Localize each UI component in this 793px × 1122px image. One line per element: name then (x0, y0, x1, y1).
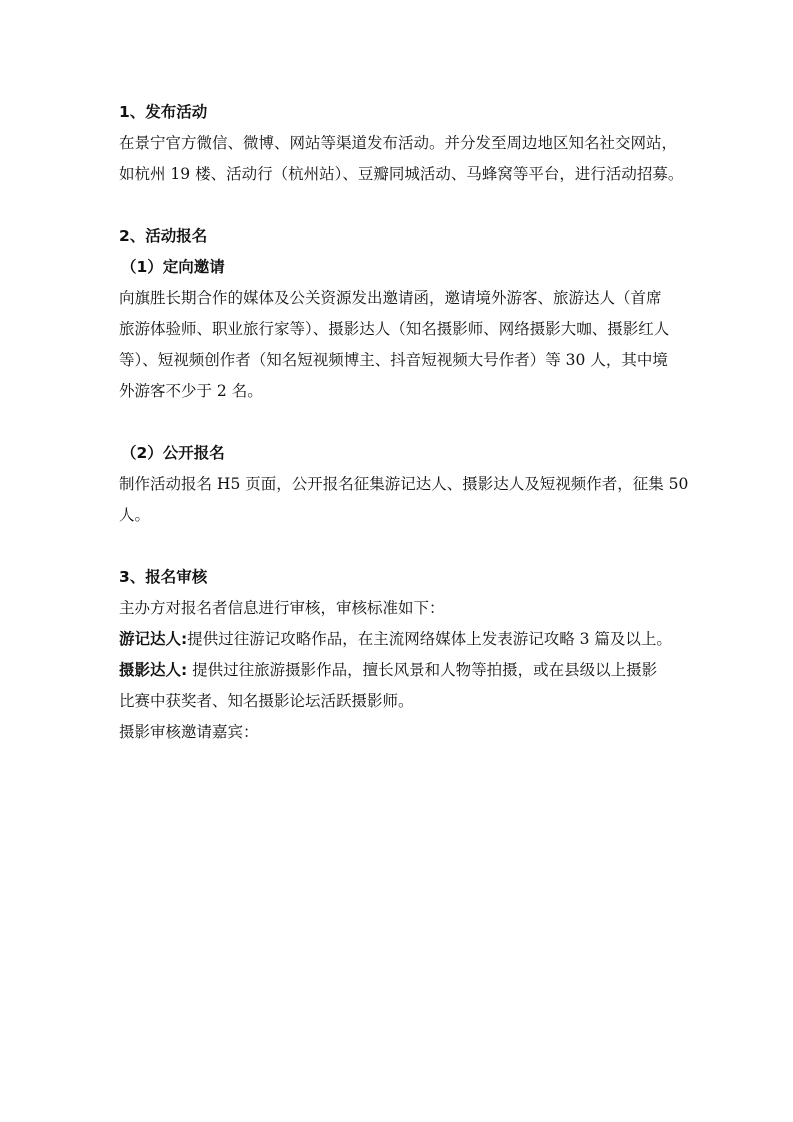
section-1-line-2: 如杭州 19 楼、活动行（杭州站）、豆瓣同城活动、马蜂窝等平台，进行活动招募。 (119, 165, 684, 183)
travel-writer-criteria (119, 624, 685, 655)
section-2-1-heading: （1）定向邀请 (121, 258, 225, 276)
spacer (119, 531, 685, 562)
travel-writer-text: 提供过往游记攻略作品，在主流网络媒体上发表游记攻略 3 篇及以上。 (187, 630, 672, 648)
photographer-text: 提供过往旅游摄影作品，擅长风景和人物等拍摄，或在县级以上摄影 (187, 661, 658, 679)
section-3-heading: 3、报名审核 (119, 568, 208, 586)
section-2-2-line-1: 制作活动报名 H5 页面，公开报名征集游记达人、摄影达人及短视频作者，征集 50 (119, 475, 689, 493)
section-2-1-line-2: 旅游体验师、职业旅行家等）、摄影达人（知名摄影师、网络摄影大咖、摄影红人 (119, 320, 670, 338)
section-2-1-line-4: 外游客不少于 2 名。 (119, 382, 263, 400)
document-page (119, 97, 689, 748)
section-3-closing: 摄影审核邀请嘉宾： (119, 723, 259, 741)
photographer-criteria (119, 655, 685, 686)
spacer (119, 407, 685, 438)
section-2-2-line-2: 人。 (119, 506, 151, 524)
section-1-heading: 1、发布活动 (119, 103, 208, 121)
section-2-1-line-1: 向旗胜长期合作的媒体及公关资源发出邀请函，邀请境外游客、旅游达人（首席 (119, 289, 662, 307)
section-2-2-heading: （2）公开报名 (121, 444, 225, 462)
travel-writer-term: 游记达人: (119, 630, 188, 648)
section-3-intro: 主办方对报名者信息进行审核，审核标准如下： (119, 599, 445, 617)
photographer-term: 摄影达人: (119, 661, 188, 679)
section-2-1-line-3: 等）、短视频创作者（知名短视频博主、抖音短视频大号作者）等 30 人，其中境 (119, 351, 668, 369)
section-2-heading: 2、活动报名 (119, 227, 208, 245)
section-1-line-1: 在景宁官方微信、微博、网站等渠道发布活动。并分发至周边地区知名社交网站， (119, 134, 678, 152)
spacer (119, 190, 685, 221)
photographer-criteria-cont: 比赛中获奖者、知名摄影论坛活跃摄影师。 (119, 692, 414, 710)
